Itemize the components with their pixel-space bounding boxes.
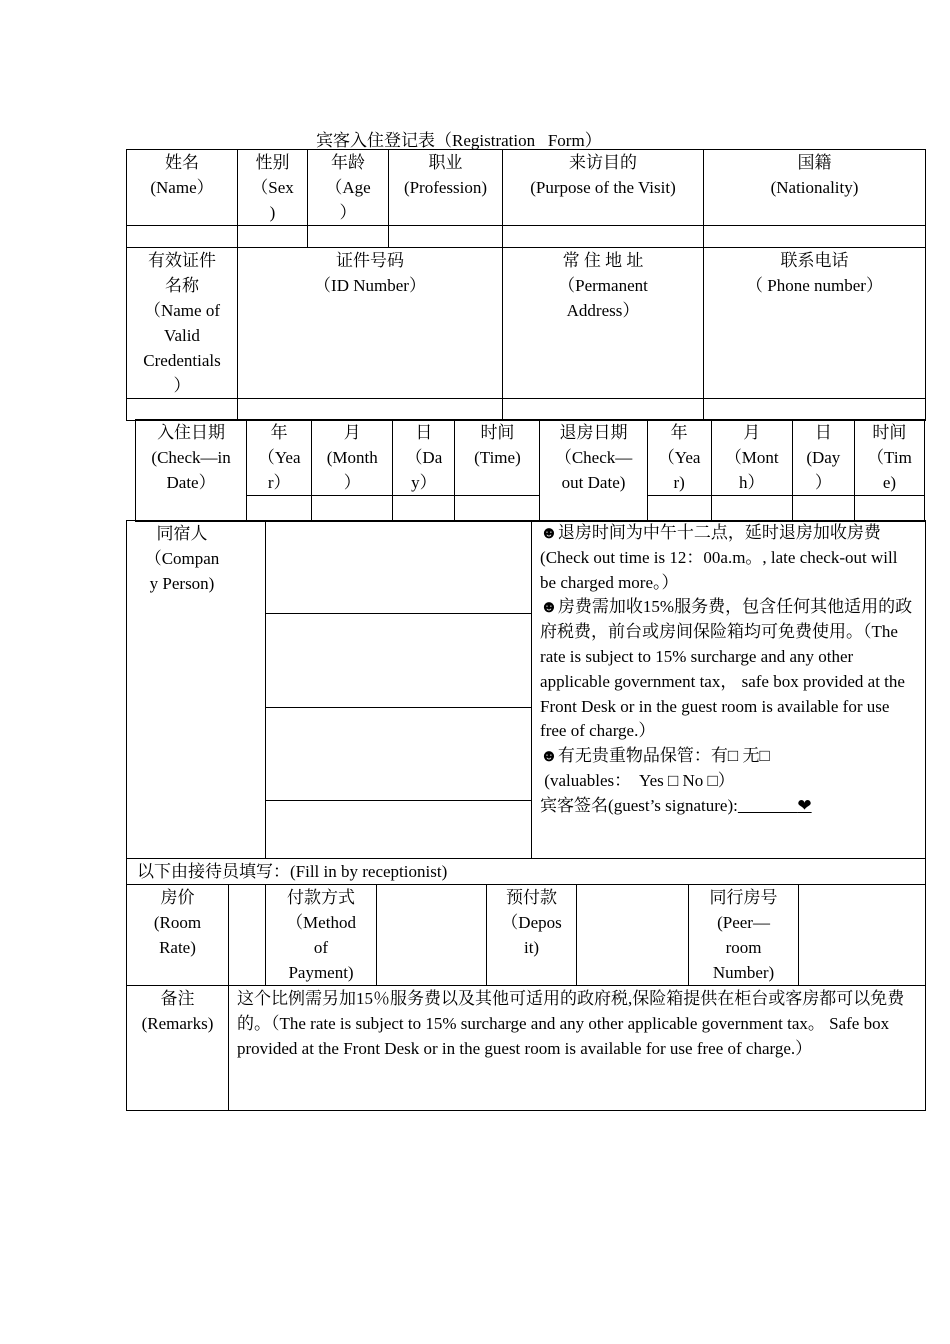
checkin-year-header: 年 （Yea r） [247, 420, 312, 496]
valuables-english: (valuables： Yes □ No □） [540, 770, 735, 790]
heart-icon: ❤ [797, 795, 812, 815]
checkout-date-header: 退房日期 （Check— out Date) [540, 420, 647, 522]
checkout-year-field[interactable] [647, 496, 711, 522]
hotel-notes [532, 521, 926, 859]
checkin-time-header: 时间 (Time) [455, 420, 540, 496]
payment-method-field[interactable] [377, 885, 487, 986]
reception-table [126, 520, 926, 1111]
smiley-icon: ☻ [540, 746, 558, 766]
form-title: 宾客入住登记表（Registration Form） [316, 131, 602, 150]
phone-field[interactable] [704, 399, 926, 421]
checkin-month-field[interactable] [312, 496, 393, 522]
room-rate-field[interactable] [229, 885, 266, 986]
credential-header: 有效证件 名称 （Name of Valid Credentials ） [127, 248, 238, 399]
remarks-text: 这个比例需另加15％服务费以及其他可适用的政府税,保险箱提供在柜台或客房都可以免费的。（The rate is subject to 15% surcharge and any other applicable government tax。 Safe box provided at the Front Desk or in the guest room is available for use free of charge.） [229, 986, 926, 1111]
company-line-1 [266, 613, 531, 614]
checkout-month-field[interactable] [711, 496, 792, 522]
guest-signature[interactable]: 宾客签名(guest’s signature): ❤ [540, 795, 812, 815]
service-charge-note: ☻房费需加收15%服务费，包含任何其他适用的政府税费，前台或房间保险箱均可免费使用。（The rate is subject to 15% surcharge and any other applicable government tax， safe box provided at the Front Desk or in the guest room is available for use free of charge.） [540, 597, 913, 741]
age-field[interactable] [308, 226, 389, 248]
profession-field[interactable] [389, 226, 503, 248]
checkout-month-header: 月 （Mont h） [711, 420, 792, 496]
checkout-day-field[interactable] [792, 496, 854, 522]
nationality-header: 国籍 (Nationality) [704, 150, 926, 226]
checkin-month-header: 月 (Month ） [312, 420, 393, 496]
phone-header: 联系电话 （ Phone number） [704, 248, 926, 399]
checkin-date-header: 入住日期 (Check—in Date） [136, 420, 247, 522]
smiley-icon: ☻ [540, 523, 558, 542]
nationality-field[interactable] [704, 226, 926, 248]
credential-field[interactable] [127, 399, 238, 421]
checkout-time-field[interactable] [854, 496, 924, 522]
checkin-day-header: 日 （Da y） [393, 420, 455, 496]
room-rate-header: 房价 (Room Rate) [127, 885, 229, 986]
id-number-field[interactable] [238, 399, 503, 421]
name-header: 姓名 (Name） [127, 150, 238, 226]
checkin-day-field[interactable] [393, 496, 455, 522]
name-field[interactable] [127, 226, 238, 248]
purpose-field[interactable] [503, 226, 704, 248]
peer-room-field[interactable] [799, 885, 926, 986]
checkin-year-field[interactable] [247, 496, 312, 522]
company-line-3 [266, 800, 531, 801]
receptionist-header: 以下由接待员填写：(Fill in by receptionist) [127, 859, 926, 885]
payment-method-header: 付款方式 （Method of Payment) [266, 885, 377, 986]
valuables-note: ☻有无贵重物品保管：有□ 无□ [540, 746, 770, 766]
id-number-header: 证件号码 （ID Number） [238, 248, 503, 399]
address-header: 常 住 地 址 （Permanent Address） [503, 248, 704, 399]
peer-room-header: 同行房号 (Peer— room Number) [689, 885, 799, 986]
smiley-icon: ☻ [540, 597, 558, 617]
checkin-time-field[interactable] [455, 496, 540, 522]
profession-header: 职业 (Profession) [389, 150, 503, 226]
checkout-time-note: ☻退房时间为中午十二点，延时退房加收房费(Check out time is 12：00a.m。, late check-out will be charged more。） [540, 523, 898, 592]
dates-table [135, 419, 925, 522]
sex-header: 性别 （Sex ) [238, 150, 308, 226]
company-person-header: 同宿人 （Compan y Person) [127, 521, 266, 859]
purpose-header: 来访目的 (Purpose of the Visit) [503, 150, 704, 226]
company-person-fields[interactable] [266, 521, 532, 859]
guest-info-table [126, 149, 926, 421]
checkout-year-header: 年 （Yea r) [647, 420, 711, 496]
checkout-time-header: 时间 （Tim e) [854, 420, 924, 496]
address-field[interactable] [503, 399, 704, 421]
deposit-field[interactable] [577, 885, 689, 986]
sex-field[interactable] [238, 226, 308, 248]
deposit-header: 预付款 （Depos it) [487, 885, 577, 986]
checkout-day-header: 日 (Day ） [792, 420, 854, 496]
company-line-2 [266, 707, 531, 708]
remarks-header: 备注 (Remarks) [127, 986, 229, 1111]
age-header: 年龄 （Age ） [308, 150, 389, 226]
